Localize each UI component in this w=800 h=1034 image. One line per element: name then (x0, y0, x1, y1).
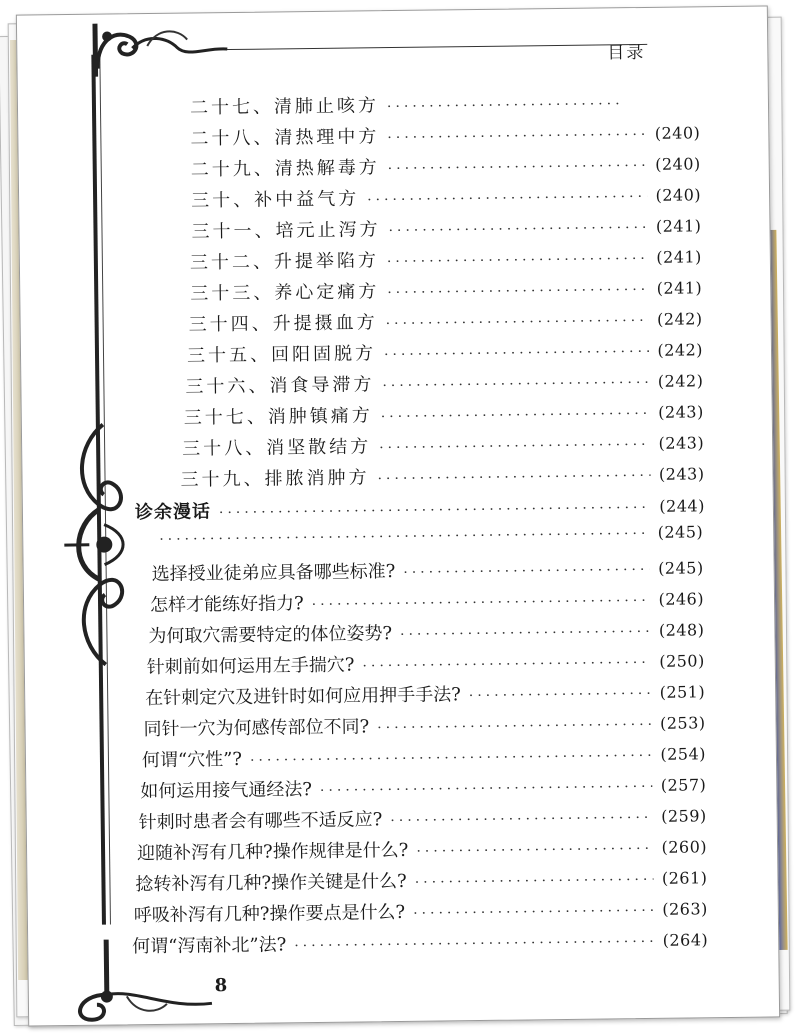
leader-dots (387, 96, 622, 115)
toc-entry-title: 二十七、清肺止咳方 (189, 95, 380, 119)
toc-entry-page: (264) (662, 930, 709, 950)
leader-dots (382, 375, 650, 394)
toc-entry[interactable] (184, 397, 704, 429)
toc-entry[interactable] (188, 304, 702, 336)
leader-dots (403, 562, 650, 581)
toc-entry[interactable] (191, 149, 701, 181)
toc-entry-title: 三十一、培元止泻方 (191, 219, 381, 243)
toc-entry[interactable] (190, 242, 702, 274)
toc-entry-page: (242) (657, 340, 704, 360)
toc-entry[interactable] (132, 925, 708, 958)
leader-dots (377, 468, 651, 487)
toc-entry-title: 三十四、升提摄血方 (188, 312, 378, 336)
toc-section-title: 诊余漫话 (134, 501, 212, 524)
toc-entry-page: (245) (657, 522, 704, 542)
toc-entry-page: (242) (657, 371, 704, 391)
toc-entry-page: (263) (662, 899, 708, 919)
leader-dots (379, 437, 651, 456)
toc-entry-title: 三十七、消肿镇痛方 (183, 405, 373, 429)
toc-entry-page: (246) (658, 589, 705, 609)
toc-entry[interactable] (151, 522, 703, 548)
toc-entry[interactable] (143, 708, 705, 741)
toc-entry-title: 何谓“穴性”? (141, 748, 243, 772)
leader-dots (415, 872, 654, 891)
toc-entry[interactable] (190, 273, 702, 305)
leader-dots (413, 903, 654, 922)
leader-dots (386, 313, 650, 332)
leader-dots (388, 158, 648, 177)
toc-entry-title: 在针刺定穴及进针时如何应用押手手法? (145, 684, 461, 710)
toc-entry-page: (257) (660, 775, 707, 795)
toc-entry-page: (242) (656, 309, 703, 329)
toc-entry[interactable] (134, 894, 708, 927)
toc-entry-page: (250) (659, 651, 705, 671)
toc-entry-page: (240) (655, 185, 702, 205)
leader-dots (362, 655, 651, 675)
toc-entry-title: 同针一穴为何感传部位不同? (143, 716, 370, 741)
toc-entry-page: (243) (658, 464, 705, 484)
leader-dots (416, 841, 653, 860)
toc-entry-title: 何谓“泻南补北”法? (132, 934, 287, 958)
leader-dots (320, 779, 653, 799)
toc-entry[interactable] (147, 646, 705, 679)
leader-dots (159, 526, 650, 548)
toc-entry[interactable] (191, 180, 701, 212)
toc-entry[interactable] (140, 770, 706, 803)
toc-entry-page: (241) (655, 216, 702, 236)
toc-entry[interactable] (187, 335, 703, 367)
toc-entry[interactable] (190, 118, 700, 150)
toc-entry-title: 三十、补中益气方 (191, 188, 360, 212)
toc-entry[interactable] (190, 88, 630, 119)
toc-entry[interactable] (137, 832, 707, 865)
toc-entry-title: 三十六、消食导滞方 (185, 374, 375, 398)
toc-entry-title: 三十二、升提举陷方 (189, 250, 380, 274)
header-rule (217, 44, 647, 50)
leader-dots (312, 593, 651, 613)
toc-section-entry[interactable] (135, 491, 705, 524)
toc-entry[interactable] (150, 584, 704, 617)
toc-entry-title: 针刺前如何运用左手揣穴? (146, 654, 355, 679)
toc-entry-title: 迎随补泻有几种?操作规律是什么? (136, 839, 409, 865)
leader-dots (377, 717, 652, 736)
toc-entry-page: (248) (658, 620, 705, 640)
leader-dots (294, 934, 655, 954)
toc-entry-title: 捻转补泻有几种?操作关键是什么? (135, 870, 407, 896)
toc-entry-title: 选择授业徒弟应具备哪些标准? (151, 561, 396, 586)
toc-entry[interactable] (152, 553, 704, 586)
toc-entry-title: 如何运用接气通经法? (140, 779, 313, 803)
page-number: 8 (214, 975, 228, 997)
toc-entry-page: (245) (658, 558, 704, 578)
toc-entry-title: 三十五、回阳固脱方 (186, 343, 377, 367)
leader-dots (387, 127, 647, 146)
toc-entry[interactable] (148, 615, 704, 648)
toc-entry-title: 怎样才能练好指力? (149, 593, 304, 617)
toc-entry-page: (243) (658, 402, 704, 422)
toc-entry[interactable] (180, 459, 704, 491)
header-title: 目录 (607, 42, 646, 64)
toc-entry-title: 三十三、养心定痛方 (190, 281, 380, 305)
leader-dots (388, 220, 648, 239)
toc-entry-page: (259) (661, 806, 707, 826)
toc-entry-page: (260) (661, 837, 708, 857)
toc-section-page: (244) (659, 496, 706, 516)
leader-dots (387, 282, 649, 301)
toc-entry[interactable] (135, 863, 707, 896)
toc-entry[interactable] (145, 677, 705, 710)
book-page (16, 5, 780, 1026)
toc-entry-page: (241) (656, 247, 702, 267)
toc-entry-title: 针刺时患者会有哪些不适反应? (138, 809, 383, 834)
toc-entry-page: (254) (660, 744, 707, 764)
toc-entry-page: (251) (659, 682, 706, 702)
leader-dots (387, 251, 649, 270)
toc-entry-title: 二十八、清热理中方 (190, 126, 380, 150)
toc-entry-page: (253) (659, 713, 706, 733)
leader-dots (381, 406, 651, 425)
toc-entry[interactable] (191, 211, 701, 243)
toc-entry-title: 三十八、消坚散结方 (182, 436, 372, 460)
top-ornament-icon (87, 17, 238, 79)
leader-dots (219, 500, 652, 521)
toc-entry-title: 三十九、排脓消肿方 (180, 467, 370, 491)
leader-dots (400, 624, 651, 643)
toc-entry-title: 二十九、清热解毒方 (190, 157, 380, 181)
toc-entry-page: (243) (658, 433, 705, 453)
leader-dots (390, 810, 653, 829)
leader-dots (250, 748, 653, 769)
toc-entry-page: (240) (655, 154, 701, 174)
leader-dots (469, 686, 652, 704)
toc-entry[interactable] (182, 428, 704, 460)
toc-entry-title: 为何取穴需要特定的体位姿势? (148, 623, 393, 648)
toc-entry[interactable] (142, 739, 706, 772)
leader-dots (367, 189, 648, 208)
toc-entry-title: 呼吸补泻有几种?操作要点是什么? (133, 901, 406, 927)
toc-entry-page: (240) (654, 123, 701, 143)
toc-entry-page: (241) (656, 278, 703, 298)
toc-entry[interactable] (185, 366, 703, 398)
side-ornament-icon (58, 414, 151, 675)
leader-dots (384, 344, 650, 363)
toc-entry-page: (261) (661, 868, 708, 888)
toc-entry[interactable] (139, 801, 707, 834)
